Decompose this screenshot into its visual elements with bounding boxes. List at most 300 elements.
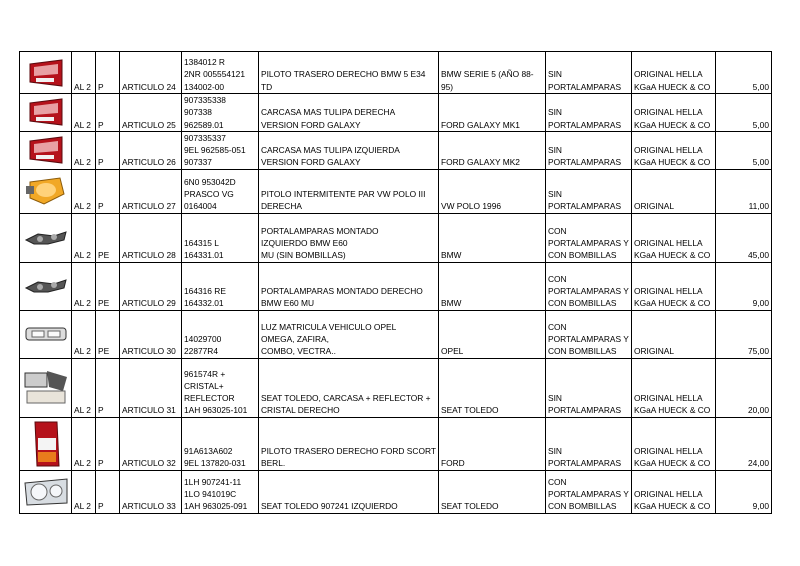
product-image-cell <box>20 169 72 213</box>
manufacturer-line: ORIGINAL HELLA <box>633 69 703 80</box>
holder-cell <box>545 310 631 358</box>
part-reference-line: 0164004 <box>184 201 217 212</box>
article-number: ARTICULO 26 <box>122 157 176 168</box>
article-number: ARTICULO 30 <box>122 346 176 357</box>
brand-cell <box>631 169 715 213</box>
article-number: ARTICULO 28 <box>122 250 176 261</box>
part-description <box>261 445 436 470</box>
brand-cell <box>631 213 715 262</box>
bulb-holder-info-line: CON <box>547 225 567 236</box>
manufacturer <box>634 237 713 262</box>
item-type: P <box>98 501 104 512</box>
part-reference-line: 164332.01 <box>184 298 224 309</box>
description-cell <box>259 131 439 169</box>
manufacturer-line: KGaA HUECK & CO <box>633 157 711 168</box>
manufacturer <box>634 488 713 513</box>
part-reference-line: 907338 <box>184 107 212 118</box>
manufacturer-line: ORIGINAL <box>633 201 675 212</box>
article-number: ARTICULO 27 <box>122 201 176 212</box>
brand-cell <box>631 417 715 470</box>
article-number: ARTICULO 25 <box>122 119 176 130</box>
bulb-holder-info-line: SIN <box>547 446 562 457</box>
bulb-holder-info <box>548 445 629 470</box>
brand-cell <box>631 131 715 169</box>
product-image-cell <box>20 213 72 262</box>
plate-light-icon <box>20 325 71 343</box>
item-type: PE <box>98 250 110 261</box>
bulb-holder-info <box>548 144 629 169</box>
shelf-cell <box>72 131 96 169</box>
part-reference-line: 9EL 962585-051 <box>184 145 246 156</box>
price-cell <box>715 470 771 513</box>
bulb-holder-info <box>548 106 629 131</box>
table-body <box>20 52 772 514</box>
bulb-holder-info <box>548 273 629 310</box>
price: 24,00 <box>748 458 769 469</box>
item-type: P <box>98 405 104 416</box>
bulb-holder-info-line: PORTALAMPARAS <box>547 201 622 212</box>
manufacturer <box>634 200 713 212</box>
part-reference-line: 22877R4 <box>184 346 218 357</box>
price-cell <box>715 358 771 417</box>
manufacturer-line: KGaA HUECK & CO <box>633 405 711 416</box>
references-cell <box>182 213 259 262</box>
vehicle-model: BMW <box>440 298 462 309</box>
part-reference-line: 164331.01 <box>184 250 224 261</box>
vehicle-model: SEAT TOLEDO <box>440 405 499 416</box>
part-reference-line: 1384012 R <box>184 57 225 68</box>
part-reference-line: 14029700 <box>184 334 222 345</box>
manufacturer <box>634 445 713 470</box>
description-cell <box>259 470 439 513</box>
part-description-line: VERSION FORD GALAXY <box>261 119 361 130</box>
article-cell <box>120 94 182 132</box>
part-description <box>261 106 436 131</box>
part-reference-line: 1AH 963025-101 <box>184 405 248 416</box>
type-cell <box>96 169 120 213</box>
vehicle-model: OPEL <box>440 346 464 357</box>
part-reference-line: 907337 <box>184 157 212 168</box>
vehicle-cell <box>438 310 545 358</box>
references-cell <box>182 169 259 213</box>
part-description <box>261 392 436 417</box>
shelf-location: AL 2 <box>74 201 91 212</box>
price-cell <box>715 52 771 94</box>
shelf-cell <box>72 213 96 262</box>
part-description-line: PORTALAMPARAS MONTADO <box>261 225 379 236</box>
part-reference-line: 962589.01 <box>184 119 224 130</box>
type-cell <box>96 94 120 132</box>
inventory-table <box>19 51 772 514</box>
article-number: ARTICULO 33 <box>122 501 176 512</box>
part-reference-line: 1AH 963025-091 <box>184 501 248 512</box>
part-description-line: CRISTAL DERECHO <box>261 405 340 416</box>
manufacturer-line: ORIGINAL HELLA <box>633 107 703 118</box>
part-description <box>261 500 436 512</box>
part-description <box>261 68 436 93</box>
part-description-line: BERL. <box>261 458 286 469</box>
bulb-holder-info-line: CON <box>547 273 567 284</box>
brand-cell <box>631 52 715 94</box>
bulb-holder-info <box>548 188 629 213</box>
headlight-parts-icon <box>20 369 71 407</box>
manufacturer <box>634 68 713 93</box>
part-reference-line: 2NR 005554121 <box>184 69 246 80</box>
price: 5,00 <box>752 157 769 168</box>
shelf-location: AL 2 <box>74 458 91 469</box>
shelf-location: AL 2 <box>74 298 91 309</box>
manufacturer-line: ORIGINAL HELLA <box>633 446 703 457</box>
description-cell <box>259 262 439 310</box>
item-type: P <box>98 458 104 469</box>
bulb-holder-info-line: SIN <box>547 393 562 404</box>
type-cell <box>96 52 120 94</box>
manufacturer <box>634 144 713 169</box>
bulb-holder-icon <box>20 276 71 296</box>
manufacturer <box>634 106 713 131</box>
brand-cell <box>631 94 715 132</box>
bulb-holder-info-line: SIN <box>547 189 562 200</box>
type-cell <box>96 417 120 470</box>
shelf-cell <box>72 94 96 132</box>
references-cell <box>182 52 259 94</box>
references-cell <box>182 131 259 169</box>
bulb-holder-info <box>548 476 629 513</box>
bulb-holder-info-line: CON <box>547 476 567 487</box>
part-description-line: DERECHA <box>261 201 302 212</box>
article-number: ARTICULO 32 <box>122 458 176 469</box>
bulb-holder-info-line: SIN <box>547 145 562 156</box>
price: 45,00 <box>748 250 769 261</box>
bulb-holder-info-line: CON BOMBILLAS <box>547 501 617 512</box>
vehicle-model: BMW SERIE 5 (AÑO 88-95) <box>440 69 534 92</box>
vehicle-cell <box>438 358 545 417</box>
references-cell <box>182 262 259 310</box>
part-reference-line: 961574R + <box>184 368 226 379</box>
holder-cell <box>545 169 631 213</box>
part-description-line: PILOTO TRASERO DERECHO BMW 5 E34 <box>261 69 426 80</box>
description-cell <box>259 94 439 132</box>
table-row <box>20 358 772 417</box>
bulb-holder-info <box>548 68 629 93</box>
price: 20,00 <box>748 405 769 416</box>
bulb-holder-info-line: PORTALAMPARAS <box>547 405 622 416</box>
type-cell <box>96 358 120 417</box>
references-cell <box>182 470 259 513</box>
holder-cell <box>545 358 631 417</box>
shelf-location: AL 2 <box>74 346 91 357</box>
price-cell <box>715 417 771 470</box>
article-cell <box>120 358 182 417</box>
description-cell <box>259 310 439 358</box>
item-type: P <box>98 201 104 212</box>
part-reference-line: 9EL 137820-031 <box>184 458 246 469</box>
vehicle-model: FORD GALAXY MK1 <box>440 119 520 130</box>
part-description <box>261 225 436 262</box>
holder-cell <box>545 131 631 169</box>
item-type: P <box>98 81 104 92</box>
part-description-line: LUZ MATRICULA VEHICULO OPEL <box>261 321 397 332</box>
table-row <box>20 213 772 262</box>
part-reference <box>184 56 256 93</box>
manufacturer <box>634 285 713 310</box>
part-reference-line: 907335337 <box>184 132 226 143</box>
headlight-icon <box>20 477 71 507</box>
part-reference <box>184 132 256 169</box>
holder-cell <box>545 470 631 513</box>
rear-light-icon <box>20 135 71 165</box>
bulb-holder-info-line: PORTALAMPARAS Y <box>547 286 629 297</box>
description-cell <box>259 169 439 213</box>
vehicle-model: FORD GALAXY MK2 <box>440 157 520 168</box>
part-description-line: COMBO, VECTRA.. <box>261 346 336 357</box>
shelf-location: AL 2 <box>74 81 91 92</box>
item-type: P <box>98 119 104 130</box>
shelf-location: AL 2 <box>74 405 91 416</box>
type-cell <box>96 131 120 169</box>
part-description <box>261 321 436 358</box>
article-cell <box>120 131 182 169</box>
part-reference-line: 164315 L <box>184 238 219 249</box>
bulb-holder-info-line: PORTALAMPARAS <box>547 81 622 92</box>
part-reference <box>184 476 256 513</box>
price-cell <box>715 94 771 132</box>
manufacturer-line: ORIGINAL <box>633 346 675 357</box>
product-image-cell <box>20 470 72 513</box>
part-description <box>261 188 436 213</box>
shelf-cell <box>72 310 96 358</box>
table-row <box>20 310 772 358</box>
article-cell <box>120 169 182 213</box>
part-reference-line: 134002-00 <box>184 81 225 92</box>
part-description-line: SEAT TOLEDO, CARCASA + REFLECTOR + <box>261 393 431 404</box>
part-reference-line: CRISTAL+ <box>184 380 224 391</box>
vehicle-model: FORD <box>440 458 465 469</box>
bulb-holder-info-line: CON BOMBILLAS <box>547 298 617 309</box>
price-cell <box>715 169 771 213</box>
vehicle-cell <box>438 262 545 310</box>
bulb-holder-info <box>548 392 629 417</box>
indicator-light-icon <box>20 174 71 208</box>
table-row <box>20 94 772 132</box>
bulb-holder-info-line: SIN <box>547 69 562 80</box>
holder-cell <box>545 417 631 470</box>
part-reference <box>184 285 256 310</box>
article-number: ARTICULO 29 <box>122 298 176 309</box>
bulb-holder-info-line: PORTALAMPARAS Y <box>547 489 629 500</box>
part-reference-line: 164316 RE <box>184 286 226 297</box>
brand-cell <box>631 310 715 358</box>
part-description-line: TD <box>261 81 273 92</box>
holder-cell <box>545 94 631 132</box>
item-type: PE <box>98 346 110 357</box>
manufacturer-line: KGaA HUECK & CO <box>633 501 711 512</box>
description-cell <box>259 213 439 262</box>
bulb-holder-info-line: CON <box>547 321 567 332</box>
part-reference-line: PRASCO VG <box>184 189 234 200</box>
table-row <box>20 262 772 310</box>
manufacturer-line: ORIGINAL HELLA <box>633 286 703 297</box>
product-image-cell <box>20 358 72 417</box>
bulb-holder-info <box>548 321 629 358</box>
shelf-cell <box>72 169 96 213</box>
type-cell <box>96 310 120 358</box>
references-cell <box>182 310 259 358</box>
part-description-line: MU (SIN BOMBILLAS) <box>261 250 346 261</box>
part-reference <box>184 333 256 358</box>
brand-cell <box>631 470 715 513</box>
part-description-line: BMW E60 MU <box>261 298 315 309</box>
bulb-holder-info-line: PORTALAMPARAS Y <box>547 238 629 249</box>
vehicle-model: VW POLO 1996 <box>440 201 502 212</box>
article-cell <box>120 213 182 262</box>
article-number: ARTICULO 24 <box>122 81 176 92</box>
manufacturer-line: KGaA HUECK & CO <box>633 81 711 92</box>
part-description-line: PORTALAMPARAS MONTADO DERECHO <box>261 286 423 297</box>
part-reference <box>184 445 256 470</box>
vehicle-model: BMW <box>440 250 462 261</box>
product-image-cell <box>20 417 72 470</box>
tall-rear-light-icon <box>20 420 71 468</box>
bulb-holder-info-line: CON BOMBILLAS <box>547 250 617 261</box>
price-cell <box>715 262 771 310</box>
price: 9,00 <box>752 298 769 309</box>
vehicle-cell <box>438 52 545 94</box>
holder-cell <box>545 213 631 262</box>
product-image-cell <box>20 94 72 132</box>
manufacturer <box>634 392 713 417</box>
manufacturer-line: ORIGINAL HELLA <box>633 238 703 249</box>
brand-cell <box>631 358 715 417</box>
bulb-holder-info-line: SIN <box>547 107 562 118</box>
part-description-line: PITOLO INTERMITENTE PAR VW POLO III <box>261 189 426 200</box>
description-cell <box>259 417 439 470</box>
product-image-cell <box>20 131 72 169</box>
bulb-holder-icon <box>20 228 71 248</box>
bulb-holder-info-line: CON BOMBILLAS <box>547 346 617 357</box>
manufacturer-line: ORIGINAL HELLA <box>633 489 703 500</box>
part-reference-line: 91A613A602 <box>184 446 233 457</box>
table-row <box>20 470 772 513</box>
manufacturer-line: KGaA HUECK & CO <box>633 298 711 309</box>
references-cell <box>182 94 259 132</box>
part-description-line: VERSION FORD GALAXY <box>261 157 361 168</box>
price: 5,00 <box>752 119 769 130</box>
vehicle-cell <box>438 470 545 513</box>
shelf-cell <box>72 470 96 513</box>
type-cell <box>96 262 120 310</box>
manufacturer-line: KGaA HUECK & CO <box>633 250 711 261</box>
table-row <box>20 52 772 94</box>
vehicle-cell <box>438 131 545 169</box>
vehicle-cell <box>438 94 545 132</box>
shelf-location: AL 2 <box>74 157 91 168</box>
bulb-holder-info <box>548 225 629 262</box>
article-cell <box>120 52 182 94</box>
shelf-location: AL 2 <box>74 119 91 130</box>
vehicle-cell <box>438 417 545 470</box>
bulb-holder-info-line: PORTALAMPARAS <box>547 157 622 168</box>
type-cell <box>96 213 120 262</box>
bulb-holder-info-line: PORTALAMPARAS <box>547 119 622 130</box>
part-reference <box>184 94 256 131</box>
shelf-cell <box>72 358 96 417</box>
price: 9,00 <box>752 501 769 512</box>
price: 75,00 <box>748 346 769 357</box>
article-number: ARTICULO 31 <box>122 405 176 416</box>
part-description-line: SEAT TOLEDO 907241 IZQUIERDO <box>261 501 398 512</box>
bulb-holder-info-line: PORTALAMPARAS Y <box>547 334 629 345</box>
price-cell <box>715 310 771 358</box>
article-cell <box>120 310 182 358</box>
price-cell <box>715 213 771 262</box>
price-cell <box>715 131 771 169</box>
part-reference-line: REFLECTOR <box>184 393 235 404</box>
rear-light-icon <box>20 97 71 127</box>
part-description-line: CARCASA MAS TULIPA DERECHA <box>261 107 396 118</box>
item-type: PE <box>98 298 110 309</box>
item-type: P <box>98 157 104 168</box>
vehicle-model: SEAT TOLEDO <box>440 501 499 512</box>
manufacturer-line: KGaA HUECK & CO <box>633 119 711 130</box>
part-reference <box>184 176 256 213</box>
manufacturer-line: KGaA HUECK & CO <box>633 458 711 469</box>
manufacturer <box>634 345 713 357</box>
part-description-line: OMEGA, ZAFIRA, <box>261 334 329 345</box>
part-description <box>261 144 436 169</box>
part-description-line: IZQUIERDO BMW E60 <box>261 238 348 249</box>
part-reference-line: 1LH 907241-11 <box>184 476 242 487</box>
table-row <box>20 131 772 169</box>
manufacturer-line: ORIGINAL HELLA <box>633 145 703 156</box>
table-row <box>20 169 772 213</box>
price: 5,00 <box>752 81 769 92</box>
product-image-cell <box>20 262 72 310</box>
vehicle-cell <box>438 213 545 262</box>
part-description-line: PILOTO TRASERO DERECHO FORD SCORT <box>261 446 436 457</box>
part-reference-line: 1LO 941019C <box>184 489 237 500</box>
rear-light-icon <box>20 58 71 88</box>
references-cell <box>182 417 259 470</box>
part-reference-line: 6N0 953042D <box>184 176 236 187</box>
product-image-cell <box>20 310 72 358</box>
part-reference-line: 907335338 <box>184 95 226 105</box>
part-description-line: CARCASA MAS TULIPA IZQUIERDA <box>261 145 400 156</box>
holder-cell <box>545 52 631 94</box>
part-description <box>261 285 436 310</box>
article-cell <box>120 417 182 470</box>
brand-cell <box>631 262 715 310</box>
type-cell <box>96 470 120 513</box>
shelf-location: AL 2 <box>74 501 91 512</box>
article-cell <box>120 262 182 310</box>
part-reference <box>184 237 256 262</box>
product-image-cell <box>20 52 72 94</box>
description-cell <box>259 358 439 417</box>
bulb-holder-info-line: PORTALAMPARAS <box>547 458 622 469</box>
article-cell <box>120 470 182 513</box>
description-cell <box>259 52 439 94</box>
vehicle-cell <box>438 169 545 213</box>
manufacturer-line: ORIGINAL HELLA <box>633 393 703 404</box>
shelf-cell <box>72 262 96 310</box>
table-row <box>20 417 772 470</box>
shelf-cell <box>72 417 96 470</box>
shelf-cell <box>72 52 96 94</box>
holder-cell <box>545 262 631 310</box>
part-reference <box>184 368 256 417</box>
references-cell <box>182 358 259 417</box>
